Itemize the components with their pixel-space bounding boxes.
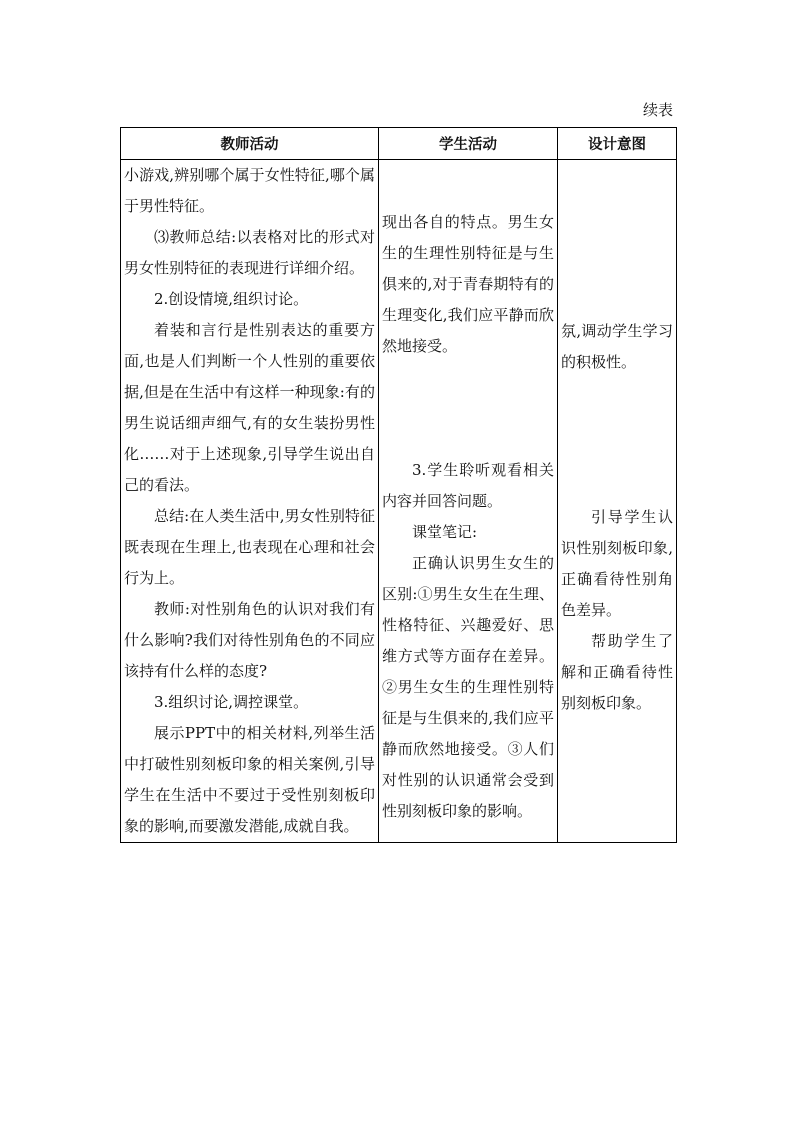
header-teacher-activity: 教师活动 xyxy=(121,128,379,160)
student-activity-cell xyxy=(379,160,558,843)
teacher-para-2: ⑶教师总结:以表格对比的形式对男女性别特征的表现进行详细介绍。 xyxy=(124,228,375,277)
design-intent-cell xyxy=(558,160,677,843)
teacher-para-6: 教师:对性别角色的认识对我们有什么影响?我们对待性别角色的不同应该持有什么样的态度? xyxy=(124,600,375,680)
lesson-activity-table xyxy=(120,127,677,843)
teacher-para-3: 2.创设情境,组织讨论。 xyxy=(154,290,309,308)
student-para-1: 现出各自的特点。男生女生的生理性别特征是与生俱来的,对于青春期特有的生理变化,我们应平静而欣然地接受。 xyxy=(382,213,554,355)
teacher-para-4: 着装和言行是性别表达的重要方面,也是人们判断一个人性别的重要依据,但是在生活中有这样一种现象:有的男生说话细声细气,有的女生装扮男性化……对于上述现象,引导学生说出自己的看法。 xyxy=(124,321,375,494)
table-continued-caption: 续表 xyxy=(642,101,673,119)
teacher-para-7: 3.组织讨论,调控课堂。 xyxy=(154,693,309,711)
student-para-4: 正确认识男生女生的区别:①男生女生在生理、性格特征、兴趣爱好、思维方式等方面存在差异。②男生女生的生理性别特征是与生俱来的,我们应平静而欣然地接受。③人们对性别的认识通常会受到性别刻板印象的影响。 xyxy=(382,554,554,820)
teacher-para-1: 小游戏,辨别哪个属于女性特征,哪个属于男性特征。 xyxy=(124,166,375,215)
header-student-activity: 学生活动 xyxy=(379,128,558,160)
intent-para-3: 帮助学生了解和正确看待性别刻板印象。 xyxy=(561,632,673,712)
student-para-3: 课堂笔记: xyxy=(412,523,478,541)
intent-para-1: 氛,调动学生学习的积极性。 xyxy=(561,322,673,371)
table-body-row xyxy=(121,160,677,843)
table-header-row xyxy=(121,128,677,160)
teacher-activity-cell xyxy=(121,160,379,843)
header-design-intent: 设计意图 xyxy=(558,128,677,160)
student-para-2: 3.学生聆听观看相关内容并回答问题。 xyxy=(382,461,554,510)
intent-para-2: 引导学生认识性别刻板印象,正确看待性别角色差异。 xyxy=(561,508,673,619)
teacher-para-8: 展示PPT中的相关材料,列举生活中打破性别刻板印象的相关案例,引导学生在生活中不要过于受性别刻板印象的影响,而要激发潜能,成就自我。 xyxy=(124,724,375,835)
teacher-para-5: 总结:在人类生活中,男女性别特征既表现在生理上,也表现在心理和社会行为上。 xyxy=(124,507,375,587)
